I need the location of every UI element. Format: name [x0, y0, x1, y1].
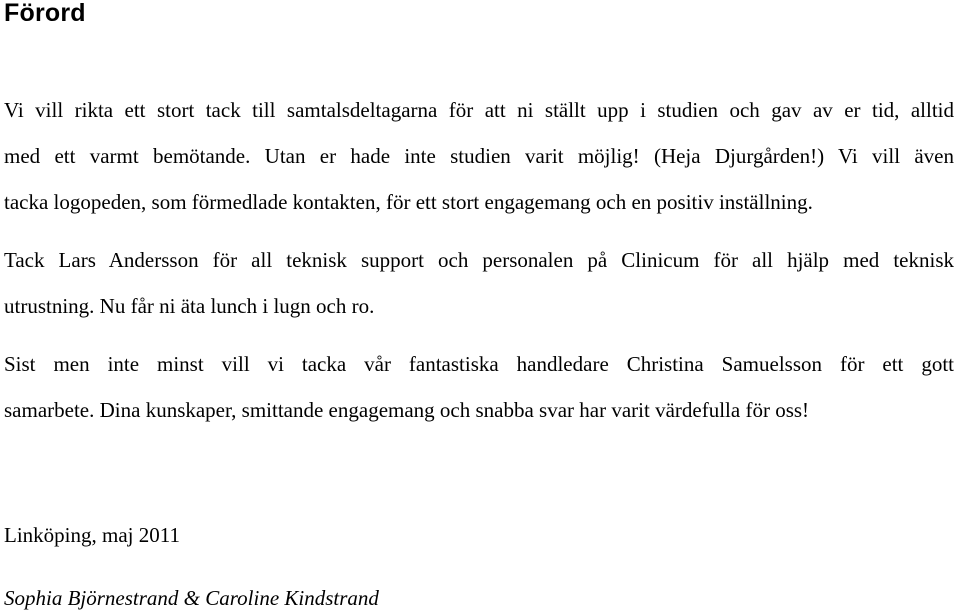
paragraph-thanks-support	[4, 237, 954, 329]
paragraph-thanks-participants	[4, 87, 954, 225]
paragraph-line: Sist men inte minst vill vi tacka vår fantastiska handledare Christina Samuelsson för ett gott	[4, 352, 954, 376]
paragraph-line: Vi vill rikta ett stort tack till samtalsdeltagarna för att ni ställt upp i studien och gav av er tid, alltid	[4, 98, 954, 122]
paragraph-line: Tack Lars Andersson för all teknisk support och personalen på Clinicum för all hjälp med teknisk	[4, 248, 954, 272]
paragraph-line: tacka logopeden, som förmedlade kontakten, för ett stort engagemang och en positiv inställning.	[4, 190, 813, 214]
paragraph-line: samarbete. Dina kunskaper, smittande engagemang och snabba svar har varit värdefulla för oss!	[4, 398, 810, 422]
author-signature: Sophia Björnestrand & Caroline Kindstrand	[4, 586, 379, 610]
paragraph-line: med ett varmt bemötande. Utan er hade inte studien varit möjlig! (Heja Djurgården!) Vi vill även	[4, 144, 954, 168]
place-and-date: Linköping, maj 2011	[4, 523, 180, 547]
paragraph-thanks-supervisor	[4, 341, 954, 433]
paragraph-line: utrustning. Nu får ni äta lunch i lugn och ro.	[4, 294, 375, 318]
page-title: Förord	[4, 0, 86, 27]
